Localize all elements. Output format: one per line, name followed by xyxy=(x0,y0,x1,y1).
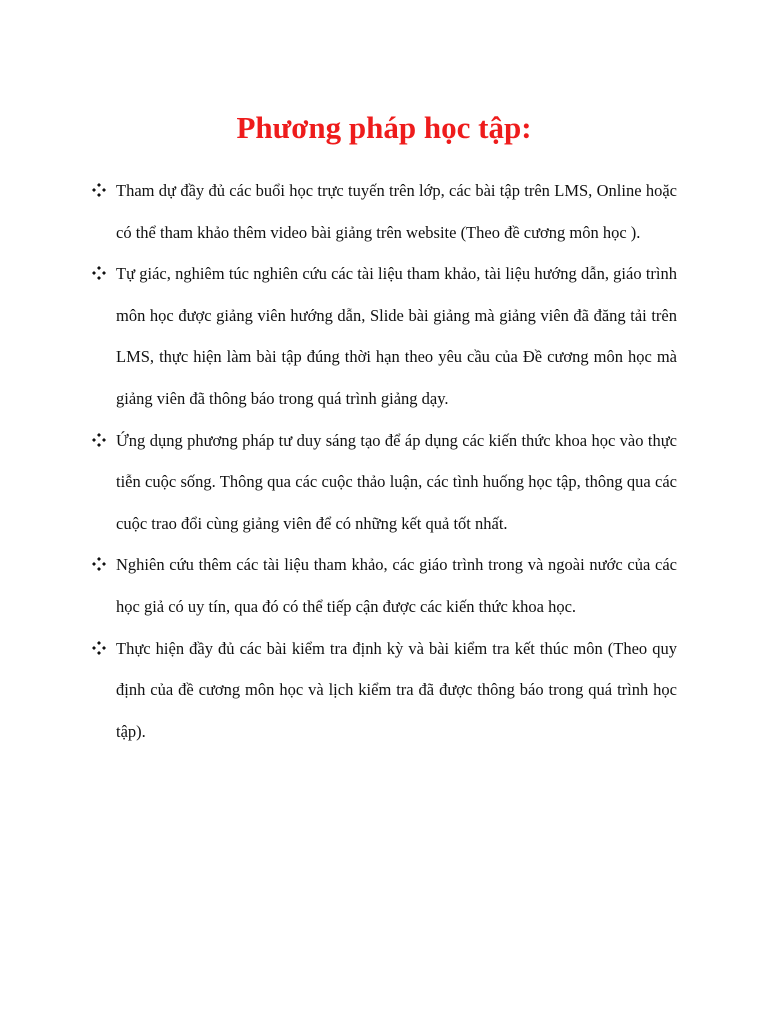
four-diamond-bullet-icon xyxy=(91,182,107,198)
list-item xyxy=(0,420,677,545)
list-item xyxy=(0,628,677,753)
page-title: Phương pháp học tập: xyxy=(236,110,532,145)
list-item-text: Nghiên cứu thêm các tài liệu tham khảo, các giáo trình trong và ngoài nước của các học giả có uy tín, qua đó có thể tiếp cận được các kiến thức khoa học. xyxy=(116,555,677,616)
list-item-text: Tham dự đầy đủ các buổi học trực tuyến trên lớp, các bài tập trên LMS, Online hoặc có thể tham khảo thêm video bài giảng trên website (Theo đề cương môn học ). xyxy=(116,181,677,242)
four-diamond-bullet-icon xyxy=(91,265,107,281)
bullet-list xyxy=(0,170,768,752)
list-item-text: Tự giác, nghiêm túc nghiên cứu các tài liệu tham khảo, tài liệu hướng dẫn, giáo trình môn học được giảng viên hướng dẫn, Slide bài giảng mà giảng viên đã đăng tải trên LMS, thực hiện làm bài tập đúng thời hạn theo yêu cầu của Đề cương môn học mà giảng viên đã thông báo trong quá trình giảng dạy. xyxy=(116,264,677,408)
list-item xyxy=(0,544,677,627)
list-item xyxy=(0,170,677,253)
list-item xyxy=(0,253,677,419)
four-diamond-bullet-icon xyxy=(91,432,107,448)
four-diamond-bullet-icon xyxy=(91,640,107,656)
list-item-text: Thực hiện đầy đủ các bài kiểm tra định kỳ và bài kiểm tra kết thúc môn (Theo quy định của đề cương môn học và lịch kiểm tra đã được thông báo trong quá trình học tập). xyxy=(116,638,677,741)
list-item-text: Ứng dụng phương pháp tư duy sáng tạo để áp dụng các kiến thức khoa học vào thực tiễn cuộc sống. Thông qua các cuộc thảo luận, các tình huống học tập, thông qua các cuộc trao đổi cùng giảng viên để có những kết quả tốt nhất. xyxy=(116,430,677,533)
four-diamond-bullet-icon xyxy=(91,556,107,572)
